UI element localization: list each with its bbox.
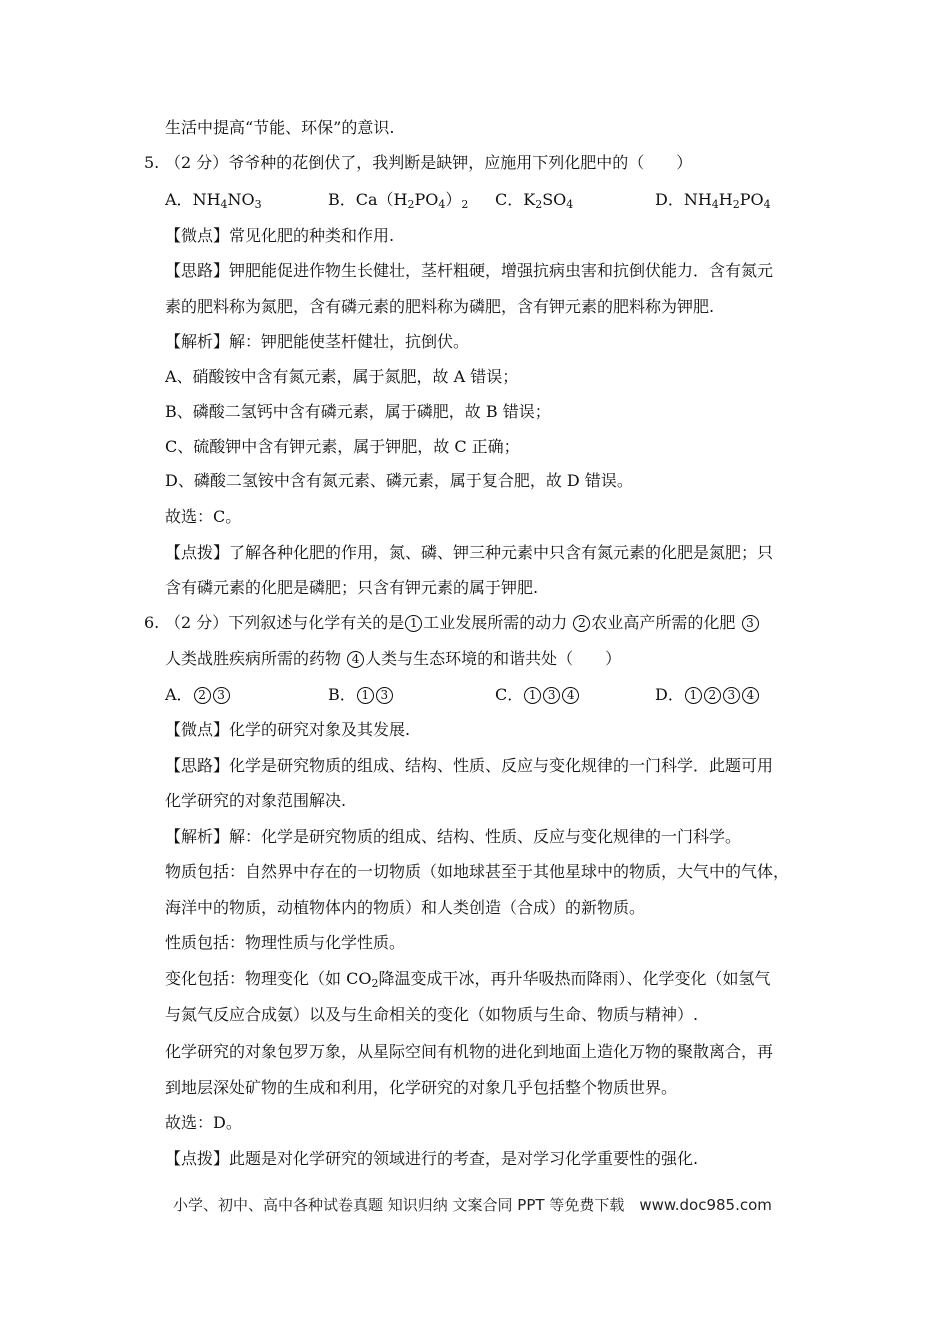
circled-number: 4 [347, 651, 364, 668]
q6-silu-line1: 【思路】化学是研究物质的组成、结构、性质、反应与变化规律的一门科学．此题可用 [165, 756, 774, 775]
q5-silu-line1: 【思路】钾肥能促进作物生长健壮，茎杆粗硬，增强抗病虫害和抗倒伏能力．含有氮元 [165, 261, 774, 280]
intro-line: 生活中提高“节能、环保”的意识. [165, 118, 395, 137]
circled-number: 3 [742, 615, 759, 632]
q5-weidian: 【微点】常见化肥的种类和作用. [165, 226, 395, 245]
q6-silu-line2: 化学研究的对象范围解决. [165, 791, 347, 810]
q5-stem: （2 分）爷爷种的花倒伏了，我判断是缺钾，应施用下列化肥中的（ ） [165, 153, 693, 172]
q5-option-d: D．$NH_4H_2PO_4$ [655, 190, 771, 211]
q5-explanation-b: B、磷酸二氢钙中含有磷元素，属于磷肥，故 B 错误； [165, 402, 551, 421]
q5-dianbo-line1: 【点拨】了解各种化肥的作用，氮、磷、钾三种元素中只含有氮元素的化肥是氮肥；只 [165, 543, 774, 562]
q6-answer: 故选：D。 [165, 1113, 242, 1132]
q6-bianhua-line1: 变化包括：物理变化（如 $CO_2$降温变成干冰，再升华吸热而降雨）、化学变化（如氢气 [165, 969, 771, 990]
circled-number: 1 [405, 615, 422, 632]
q6-option-d: D． 1 2 3 4 [655, 684, 760, 706]
q5-number: 5. [144, 153, 160, 172]
q6-wuzhi-line2: 海洋中的物质，动植物体内的物质）和人类创造（合成）的新物质。 [165, 898, 646, 917]
q6-weidian: 【微点】化学的研究对象及其发展. [165, 720, 411, 739]
q5-silu-line2: 素的肥料称为氮肥，含有磷元素的肥料称为磷肥，含有钾元素的肥料称为钾肥. [165, 297, 715, 316]
q5-option-c: C．$K_2SO_4$ [495, 190, 574, 211]
q5-option-b: B．$Ca(H_2PO_4)_2$ [328, 190, 469, 211]
q5-explanation-d: D、磷酸二氢铵中含有氮元素、磷元素，属于复合肥，故 D 错误。 [165, 471, 633, 490]
q6-stem-line1: （2 分）下列叙述与化学有关的是 1 工业发展所需的动力 2 农业高产所需的化肥 3 [165, 612, 760, 634]
q6-jiexi: 【解析】解：化学是研究物质的组成、结构、性质、反应与变化规律的一门科学。 [165, 827, 742, 846]
q5-dianbo-line2: 含有磷元素的化肥是磷肥；只含有钾元素的属于钾肥. [165, 578, 539, 597]
q6-duixiang-line1: 化学研究的对象包罗万象，从星际空间有机物的进化到地面上造化万物的聚散离合，再 [165, 1042, 774, 1061]
q6-dianbo: 【点拨】此题是对化学研究的领域进行的考查，是对学习化学重要性的强化. [165, 1149, 699, 1168]
q6-stem-line2: 人类战胜疾病所需的药物 4 人类与生态环境的和谐共处（ ） [165, 649, 622, 668]
q6-duixiang-line2: 到地层深处矿物的生成和利用，化学研究的对象几乎包括整个物质世界。 [165, 1078, 678, 1097]
q6-option-a: A． 2 3 [165, 684, 231, 706]
q5-jiexi: 【解析】解：钾肥能使茎杆健壮，抗倒伏。 [165, 332, 470, 351]
q5-answer: 故选：C。 [165, 507, 242, 526]
q6-option-c: C． 1 3 4 [495, 684, 580, 706]
circled-number: 2 [573, 615, 590, 632]
q6-bianhua-line2: 与氮气反应合成氨）以及与生命相关的变化（如物质与生命、物质与精神）. [165, 1005, 699, 1024]
q5-explanation-c: C、硫酸钾中含有钾元素，属于钾肥，故 C 正确； [165, 437, 520, 456]
q6-number: 6. [144, 613, 160, 632]
q5-explanation-a: A、硝酸铵中含有氮元素，属于氮肥，故 A 错误； [165, 367, 519, 386]
page-footer: 小学、初中、高中各种试卷真题 知识归纳 文案合同 PPT 等免费下载 www.doc985.com [173, 1196, 772, 1214]
q6-xingzhi: 性质包括：物理性质与化学性质。 [165, 933, 406, 952]
q5-option-a: A．$NH_4NO_3$ [165, 190, 262, 211]
q6-wuzhi-line1: 物质包括：自然界中存在的一切物质（如地球甚至于其他星球中的物质，大气中的气体， [165, 862, 790, 881]
q6-option-b: B． 1 3 [328, 684, 394, 706]
